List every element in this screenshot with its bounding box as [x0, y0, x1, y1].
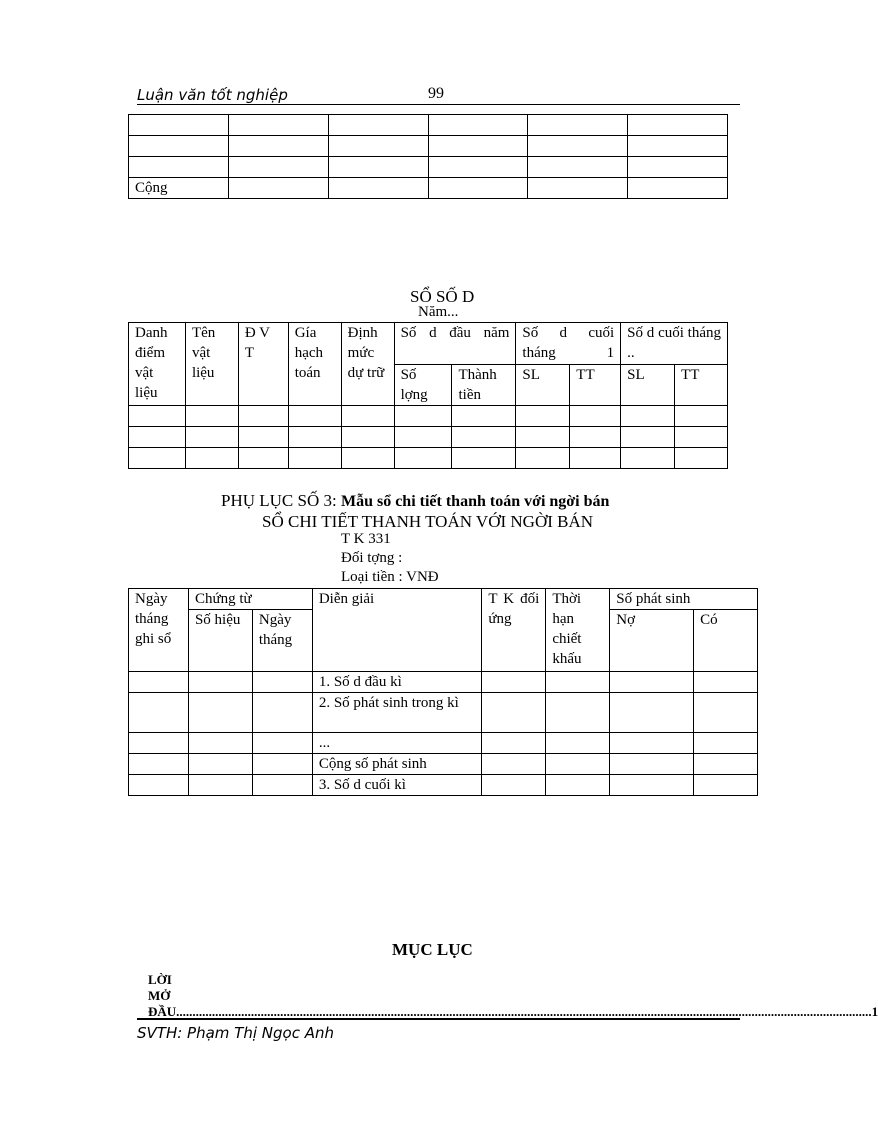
ledger-account: T K 331: [341, 531, 391, 547]
footer-author: SVTH: Phạm Thị Ngọc Anh: [137, 1024, 334, 1042]
ledger-currency: Loại tiền : VNĐ: [341, 569, 439, 585]
header-title: Luận văn tốt nghiệp: [137, 86, 288, 104]
toc-title: MỤC LỤC: [392, 940, 473, 959]
col-co: Có: [694, 610, 758, 672]
row-total-activity: Cộng số phát sinh: [312, 754, 482, 775]
ledger-table: [128, 588, 758, 796]
col-chung-tu: Chứng từ: [188, 589, 312, 610]
row-opening-balance: 1. Số d đầu kì: [312, 672, 482, 693]
table-cell: [129, 157, 229, 178]
toc-leader: ......................................................................................................................................................................................................................: [176, 1004, 872, 1019]
col-so-du-cuoi-thang-n: Số d cuối tháng ..: [621, 323, 728, 365]
col-so-luong: Số lợng: [394, 364, 452, 406]
col-dvt: Đ V T: [238, 323, 288, 406]
row-period-activity: 2. Số phát sinh trong kì: [312, 693, 482, 733]
col-ten-vat-lieu: Tên vật liệu: [185, 323, 238, 406]
col-danh-diem: Danh điểm vật liệu: [129, 323, 186, 406]
row-ellipsis: ...: [312, 733, 482, 754]
col-so-du-dau-nam: Số d đầu năm: [394, 323, 516, 365]
col-so-hieu: Số hiệu: [188, 610, 252, 672]
toc-entry: [148, 972, 878, 1020]
col-tk-doi-ung: T K đối ứng: [482, 589, 546, 672]
appendix-label: PHỤ LỤC SỐ 3:: [221, 491, 337, 510]
appendix-subtitle: Mẫu sổ chi tiết thanh toán với ngời bán: [340, 493, 610, 510]
col-sl-2: SL: [621, 364, 675, 406]
summary-table: [128, 114, 728, 199]
toc-entry-page: 1: [871, 1004, 878, 1019]
col-ngay-thang-ct: Ngày tháng: [252, 610, 312, 672]
col-tt-2: TT: [675, 364, 728, 406]
appendix-heading: [221, 491, 609, 511]
col-gia-hach-toan: Gía hạch toán: [288, 323, 341, 406]
table-cell: [129, 136, 229, 157]
table-cell: [129, 115, 229, 136]
toc-entry-label: LỜI MỞ ĐẦU: [148, 972, 177, 1019]
col-tt-1: TT: [570, 364, 621, 406]
col-dinh-muc: Định mức dự trữ: [341, 323, 394, 406]
sosod-title: SỔ SỐ D: [410, 287, 475, 306]
sosod-table: [128, 322, 728, 469]
col-dien-giai: Diễn giải: [312, 589, 482, 672]
sosod-year: Năm...: [418, 304, 459, 320]
col-ngay-thang: Ngày tháng ghi sổ: [129, 589, 189, 672]
ledger-title: SỔ CHI TIẾT THANH TOÁN VỚI NGỜI BÁN: [262, 512, 594, 531]
ledger-counterparty: Đối tợng :: [341, 550, 403, 566]
footer-rule: [137, 1018, 740, 1020]
row-closing-balance: 3. Số d cuối kì: [312, 775, 482, 796]
col-thoi-han: Thời hạn chiết khấu: [546, 589, 610, 672]
col-thanh-tien: Thành tiền: [452, 364, 516, 406]
col-sl-1: SL: [516, 364, 570, 406]
page-number: 99: [428, 85, 444, 102]
col-so-du-cuoi-thang-1: Số d cuối tháng 1: [516, 323, 621, 365]
col-so-phat-sinh: Số phát sinh: [610, 589, 758, 610]
col-no: Nợ: [610, 610, 694, 672]
header-rule: [137, 104, 740, 105]
total-label: Cộng: [129, 178, 229, 199]
